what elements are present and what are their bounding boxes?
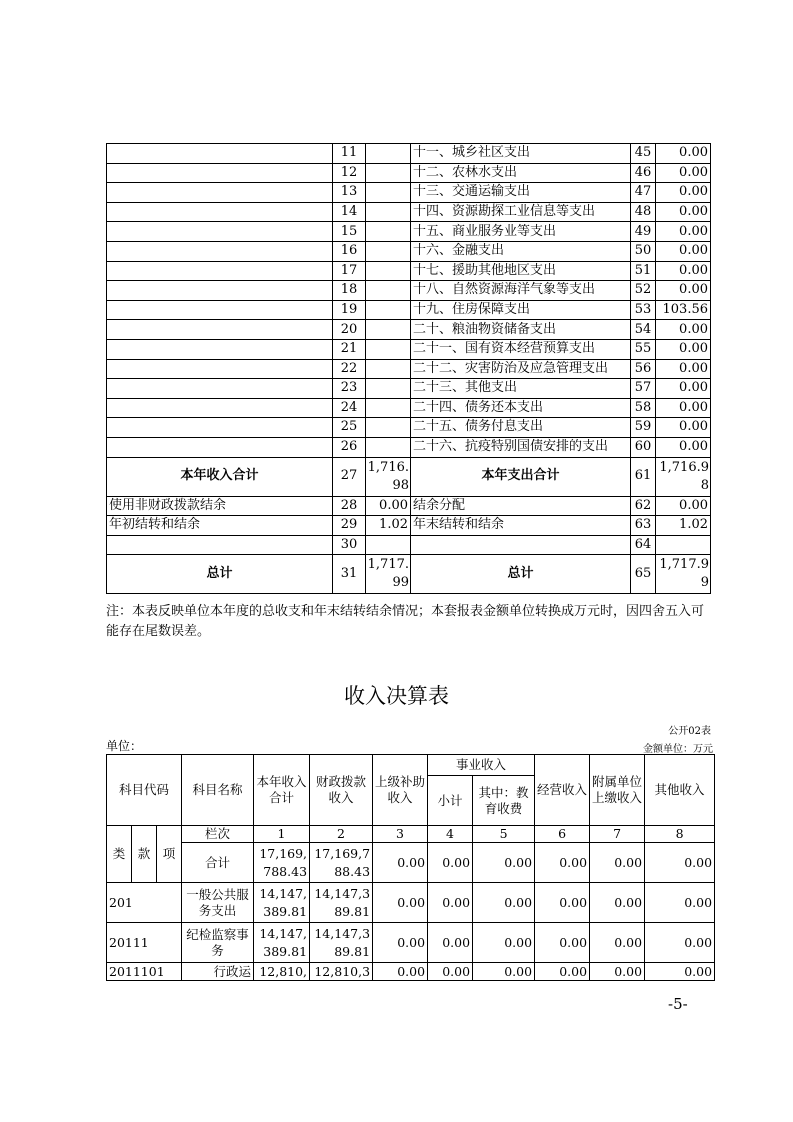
right-value: 0.00: [656, 281, 711, 301]
left-value: [366, 261, 411, 281]
right-label: 二十四、债务还本支出: [411, 398, 631, 418]
right-row-number: 51: [631, 261, 656, 281]
left-value: [366, 437, 411, 457]
left-label: 年初结转和结余: [107, 516, 333, 536]
right-row-number: 49: [631, 222, 656, 242]
header-operating-income: 经营收入: [535, 755, 590, 826]
left-row-number: 19: [333, 300, 366, 320]
value-cell: 0.00: [428, 883, 473, 923]
left-row-number: 28: [333, 496, 366, 516]
header-subtotal: 小计: [428, 776, 473, 826]
left-label: [107, 320, 333, 340]
left-row-number: 26: [333, 437, 366, 457]
table-row: [107, 418, 711, 438]
left-label: [107, 300, 333, 320]
right-value: 0.00: [656, 144, 711, 164]
left-label: [107, 398, 333, 418]
column-number: 1: [254, 826, 310, 843]
subject-code: 2011101: [107, 963, 182, 981]
right-value: 0.00: [656, 241, 711, 261]
right-value: 0.00: [656, 222, 711, 242]
right-label: 十一、城乡社区支出: [411, 144, 631, 164]
form-code: 公开02表: [668, 726, 711, 737]
value-cell: 0.00: [535, 843, 590, 883]
left-label: [107, 359, 333, 379]
right-row-number: 52: [631, 281, 656, 301]
column-number: 8: [645, 826, 715, 843]
subject-name: 纪检监察事务: [182, 923, 254, 963]
right-row-number: 53: [631, 300, 656, 320]
left-value: [366, 202, 411, 222]
subject-code: 201: [107, 883, 182, 923]
table-row: [107, 144, 711, 164]
value-cell: 0.00: [590, 923, 645, 963]
value-cell: 0.00: [473, 923, 535, 963]
right-label: 年末结转和结余: [411, 516, 631, 536]
value-cell: 14,147,389.81: [310, 883, 373, 923]
table-row: [107, 359, 711, 379]
income-final-account-table: [106, 754, 715, 981]
left-value: [366, 359, 411, 379]
right-label: 二十五、债务付息支出: [411, 418, 631, 438]
table-row: [107, 281, 711, 301]
left-row-number: 24: [333, 398, 366, 418]
table-row: [107, 379, 711, 399]
header-xiang: 项: [157, 826, 182, 883]
value-cell: 17,169,788.43: [254, 843, 310, 883]
value-cell: 0.00: [535, 923, 590, 963]
value-cell: 12,810,3: [310, 963, 373, 981]
left-label: [107, 183, 333, 203]
left-row-number: 14: [333, 202, 366, 222]
header-total-income: 本年收入合计: [254, 755, 310, 826]
left-row-number: 23: [333, 379, 366, 399]
left-label: [107, 418, 333, 438]
right-label: 十八、自然资源海洋气象等支出: [411, 281, 631, 301]
left-value: 1.02: [366, 516, 411, 536]
header-affiliated-income: 附属单位上缴收入: [590, 755, 645, 826]
table-row: [107, 163, 711, 183]
header-lei: 类: [107, 826, 132, 883]
left-row-number: 21: [333, 339, 366, 359]
table-row: [107, 437, 711, 457]
left-label: [107, 202, 333, 222]
income-total-value: 1,716.98: [366, 457, 411, 496]
left-row-number: 31: [333, 555, 366, 594]
table-row: [107, 496, 711, 516]
left-label: [107, 535, 333, 555]
left-value: [366, 222, 411, 242]
right-value: 0.00: [656, 183, 711, 203]
right-value: 0.00: [656, 202, 711, 222]
left-label: [107, 339, 333, 359]
right-label: 二十一、国有资本经营预算支出: [411, 339, 631, 359]
table-row: [107, 398, 711, 418]
right-row-number: 59: [631, 418, 656, 438]
right-row-number: 57: [631, 379, 656, 399]
left-label: [107, 437, 333, 457]
right-row-number: 56: [631, 359, 656, 379]
grand-total-label: 总计: [411, 555, 631, 594]
right-label: 十九、住房保障支出: [411, 300, 631, 320]
left-row-number: 27: [333, 457, 366, 496]
header-edu-fee: 其中：教育收费: [473, 776, 535, 826]
left-row-number: 18: [333, 281, 366, 301]
right-row-number: 63: [631, 516, 656, 536]
value-cell: 0.00: [473, 883, 535, 923]
right-label: 十三、交通运输支出: [411, 183, 631, 203]
table-row: [107, 535, 711, 555]
left-row-number: 13: [333, 183, 366, 203]
year-total-row: [107, 457, 711, 496]
value-cell: 0.00: [535, 963, 590, 981]
column-label: 栏次: [182, 826, 254, 843]
left-value: [366, 320, 411, 340]
value-cell: 0.00: [373, 963, 428, 981]
value-cell: 0.00: [645, 883, 715, 923]
income-expenditure-summary-table: [106, 143, 711, 594]
header-other-income: 其他收入: [645, 755, 715, 826]
right-label: 十六、金融支出: [411, 241, 631, 261]
right-row-number: 65: [631, 555, 656, 594]
right-value: 0.00: [656, 437, 711, 457]
value-cell: 0.00: [373, 883, 428, 923]
value-cell: 17,169,788.43: [310, 843, 373, 883]
left-label: [107, 379, 333, 399]
subject-code: 20111: [107, 923, 182, 963]
left-row-number: 12: [333, 163, 366, 183]
table-row: [107, 241, 711, 261]
header-subject-name: 科目名称: [182, 755, 254, 826]
left-label: [107, 281, 333, 301]
right-label: [411, 535, 631, 555]
left-row-number: 25: [333, 418, 366, 438]
value-cell: 0.00: [428, 963, 473, 981]
right-row-number: 48: [631, 202, 656, 222]
left-value: [366, 379, 411, 399]
right-row-number: 46: [631, 163, 656, 183]
grand-total-label: 总计: [107, 555, 333, 594]
left-value: [366, 300, 411, 320]
value-cell: 0.00: [645, 923, 715, 963]
table-note: 注：本表反映单位本年度的总收支和年末结转结余情况；本套报表金额单位转换成万元时，因四舍五入可能存在尾数误差。: [106, 604, 705, 639]
page-title: 收入决算表: [344, 684, 449, 708]
column-number-row: [107, 826, 715, 843]
right-label: 二十六、抗疫特别国债安排的支出: [411, 437, 631, 457]
table-row: [107, 339, 711, 359]
right-value: 0.00: [656, 339, 711, 359]
left-label: [107, 261, 333, 281]
value-cell: 0.00: [535, 883, 590, 923]
table-row: [107, 320, 711, 340]
table-row: [107, 261, 711, 281]
right-label: 十二、农林水支出: [411, 163, 631, 183]
left-label: [107, 163, 333, 183]
right-row-number: 55: [631, 339, 656, 359]
right-row-number: 58: [631, 398, 656, 418]
header-kuan: 款: [132, 826, 157, 883]
value-cell: 14,147,389.81: [254, 923, 310, 963]
left-value: [366, 183, 411, 203]
left-value: [366, 339, 411, 359]
column-number: 2: [310, 826, 373, 843]
right-label: 二十、粮油物资储备支出: [411, 320, 631, 340]
left-value: [366, 163, 411, 183]
column-number: 6: [535, 826, 590, 843]
column-number: 5: [473, 826, 535, 843]
left-value: [366, 535, 411, 555]
value-cell: 12,810,: [254, 963, 310, 981]
subject-name: 行政运: [182, 963, 254, 981]
left-row-number: 29: [333, 516, 366, 536]
expenditure-total-label: 本年支出合计: [411, 457, 631, 496]
column-number: 7: [590, 826, 645, 843]
subject-name: 合计: [182, 843, 254, 883]
left-value: [366, 241, 411, 261]
left-row-number: 15: [333, 222, 366, 242]
value-cell: 0.00: [473, 843, 535, 883]
value-cell: 0.00: [590, 883, 645, 923]
table-row: [107, 843, 715, 883]
table-row: [107, 222, 711, 242]
right-label: 二十三、其他支出: [411, 379, 631, 399]
right-value: 0.00: [656, 398, 711, 418]
right-label: 十七、援助其他地区支出: [411, 261, 631, 281]
right-label: 十五、商业服务业等支出: [411, 222, 631, 242]
table-row: [107, 300, 711, 320]
value-cell: 0.00: [590, 843, 645, 883]
value-cell: 0.00: [428, 923, 473, 963]
header-superior-subsidy: 上级补助收入: [373, 755, 428, 826]
left-row-number: 30: [333, 535, 366, 555]
income-total-label: 本年收入合计: [107, 457, 333, 496]
left-value: [366, 281, 411, 301]
subject-name: 一般公共服务支出: [182, 883, 254, 923]
value-cell: 0.00: [590, 963, 645, 981]
right-row-number: 64: [631, 535, 656, 555]
left-label: [107, 222, 333, 242]
left-value: [366, 144, 411, 164]
table-row: [107, 183, 711, 203]
left-value: [366, 398, 411, 418]
right-row-number: 60: [631, 437, 656, 457]
right-value: 0.00: [656, 496, 711, 516]
table-row: [107, 202, 711, 222]
right-row-number: 61: [631, 457, 656, 496]
right-label: 结余分配: [411, 496, 631, 516]
right-row-number: 50: [631, 241, 656, 261]
left-value: 0.00: [366, 496, 411, 516]
right-value: [656, 535, 711, 555]
right-label: 二十二、灾害防治及应急管理支出: [411, 359, 631, 379]
right-value: 0.00: [656, 418, 711, 438]
right-row-number: 47: [631, 183, 656, 203]
value-cell: 0.00: [373, 843, 428, 883]
left-value: [366, 418, 411, 438]
right-value: 103.56: [656, 300, 711, 320]
right-value: 0.00: [656, 379, 711, 399]
table-row: [107, 883, 715, 923]
left-label: 使用非财政拨款结余: [107, 496, 333, 516]
grand-total-row: [107, 555, 711, 594]
grand-total-expenditure-value: 1,717.99: [656, 555, 711, 594]
right-value: 1.02: [656, 516, 711, 536]
left-label: [107, 144, 333, 164]
left-row-number: 20: [333, 320, 366, 340]
right-label: 十四、资源勘探工业信息等支出: [411, 202, 631, 222]
column-number: 4: [428, 826, 473, 843]
right-row-number: 45: [631, 144, 656, 164]
right-row-number: 62: [631, 496, 656, 516]
column-number: 3: [373, 826, 428, 843]
right-row-number: 54: [631, 320, 656, 340]
right-value: 0.00: [656, 320, 711, 340]
left-row-number: 16: [333, 241, 366, 261]
value-cell: 0.00: [645, 963, 715, 981]
left-label: [107, 241, 333, 261]
value-cell: 0.00: [373, 923, 428, 963]
value-cell: 0.00: [645, 843, 715, 883]
right-value: 0.00: [656, 261, 711, 281]
table-row: [107, 963, 715, 981]
right-value: 0.00: [656, 163, 711, 183]
page-number: -5-: [668, 995, 688, 1013]
unit-label: 单位：: [106, 739, 143, 753]
header-business-income: 事业收入: [428, 755, 535, 776]
header-fiscal-income: 财政拨款收入: [310, 755, 373, 826]
right-value: 0.00: [656, 359, 711, 379]
table-row: [107, 923, 715, 963]
table-row: [107, 516, 711, 536]
left-row-number: 11: [333, 144, 366, 164]
left-row-number: 17: [333, 261, 366, 281]
value-cell: 0.00: [428, 843, 473, 883]
value-cell: 0.00: [473, 963, 535, 981]
amount-unit: 金额单位：万元: [643, 744, 713, 755]
expenditure-total-value: 1,716.98: [656, 457, 711, 496]
header-row: [107, 755, 715, 776]
grand-total-income-value: 1,717.99: [366, 555, 411, 594]
header-subject-code: 科目代码: [107, 755, 182, 826]
left-row-number: 22: [333, 359, 366, 379]
value-cell: 14,147,389.81: [254, 883, 310, 923]
value-cell: 14,147,389.81: [310, 923, 373, 963]
